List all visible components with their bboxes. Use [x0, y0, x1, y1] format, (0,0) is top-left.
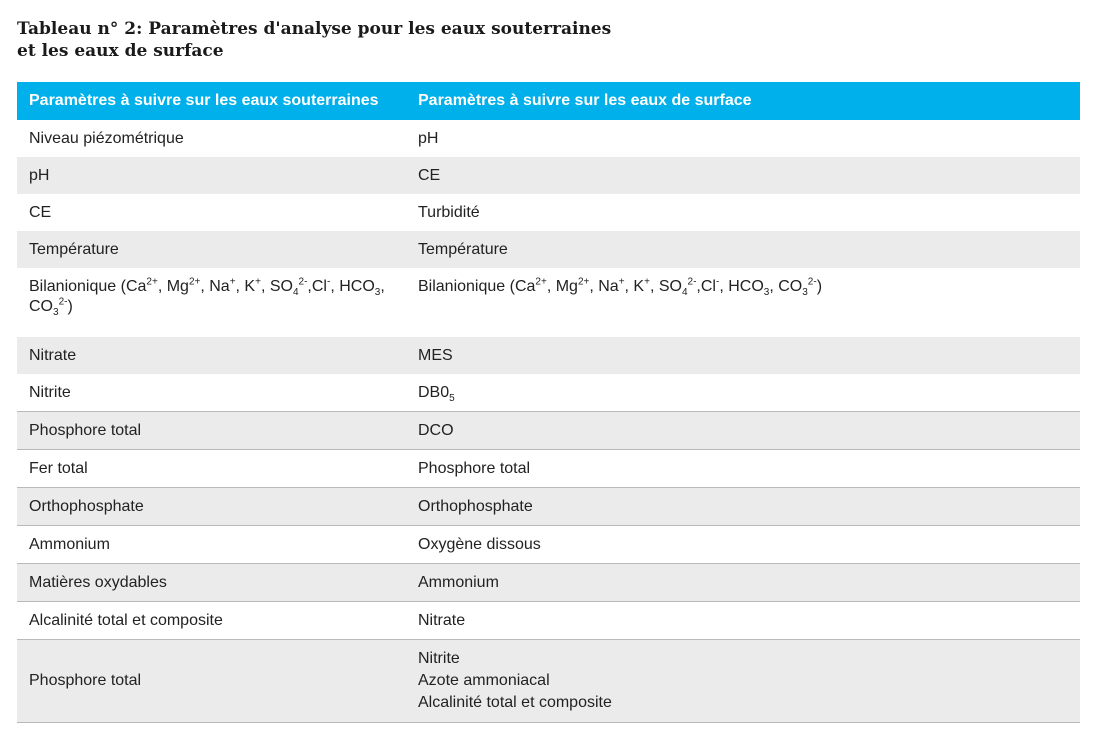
groundwater-cell: Ammonium [17, 526, 406, 564]
cell-line: Azote ammoniacal [418, 672, 550, 689]
cell-line: Alcalinité total et composite [418, 694, 612, 711]
groundwater-cell: Nitrite [17, 374, 406, 412]
groundwater-cell: Phosphore total [17, 640, 406, 723]
surface-water-cell: Orthophosphate [406, 488, 1080, 526]
surface-water-cell: MES [406, 337, 1080, 374]
groundwater-cell: Niveau piézométrique [29, 129, 184, 147]
table-row [17, 450, 1080, 488]
table-title-line-2: et les eaux de surface [17, 41, 224, 61]
table-row [17, 374, 1080, 412]
surface-water-cell: Phosphore total [406, 450, 1080, 488]
groundwater-cell: pH [17, 157, 406, 194]
table-header-row [17, 82, 1080, 120]
groundwater-cell: Matières oxydables [17, 564, 406, 602]
cell-line: Nitrite [418, 650, 460, 667]
surface-water-cell: Température [406, 231, 1080, 268]
groundwater-cell: Température [17, 231, 406, 268]
surface-water-cell: DCO [406, 412, 1080, 450]
table-row [17, 526, 1080, 564]
surface-water-cell: CE [406, 157, 1080, 194]
table-row [17, 640, 1080, 723]
header-surface-water: Paramètres à suivre sur les eaux de surface [406, 82, 1080, 120]
table-title [17, 18, 717, 62]
table-row [17, 231, 1080, 268]
ion-balance-text: Bilanionique ($Ca^{2+}$, $Mg^{2+}$, Na+, K+, $SO_4^{2-},Cl^-$, $HCO_3$, $CO_3^{2-}$) [29, 276, 385, 319]
parameters-table [17, 82, 1080, 723]
groundwater-cell: Orthophosphate [17, 488, 406, 526]
table-row [17, 194, 1080, 231]
header-groundwater: Paramètres à suivre sur les eaux souterraines [17, 82, 406, 120]
table-row [17, 564, 1080, 602]
groundwater-cell: Alcalinité total et composite [17, 602, 406, 640]
bod5-text: $DB0_5$ [418, 383, 455, 404]
groundwater-cell: CE [29, 203, 52, 221]
groundwater-cell: Phosphore total [17, 412, 406, 450]
surface-water-cell [406, 640, 1080, 723]
table-row [17, 157, 1080, 194]
groundwater-cell [17, 268, 406, 337]
surface-water-cell [406, 268, 1080, 337]
groundwater-cell: Fer total [17, 450, 406, 488]
surface-water-cell [406, 374, 1080, 412]
surface-water-cell: Ammonium [406, 564, 1080, 602]
table-row [17, 602, 1080, 640]
surface-water-cell: Turbidité [418, 203, 480, 221]
table-row [17, 268, 1080, 337]
surface-water-cell: Nitrate [406, 602, 1080, 640]
table-title-line-1: Tableau n° 2: Paramètres d'analyse pour les eaux souterraines [17, 19, 612, 39]
surface-water-cell: Oxygène dissous [406, 526, 1080, 564]
table-row [17, 120, 1080, 157]
groundwater-cell: Nitrate [17, 337, 406, 374]
table-row [17, 412, 1080, 450]
table-row [17, 337, 1080, 374]
surface-water-cell: pH [418, 129, 439, 147]
table-row [17, 488, 1080, 526]
ion-balance-text: Bilanionique ($Ca^{2+}$, $Mg^{2+}$, Na+, K+, $SO_4^{2-},Cl^-$, $HCO_3$, $CO_3^{2-}$) [418, 276, 823, 299]
